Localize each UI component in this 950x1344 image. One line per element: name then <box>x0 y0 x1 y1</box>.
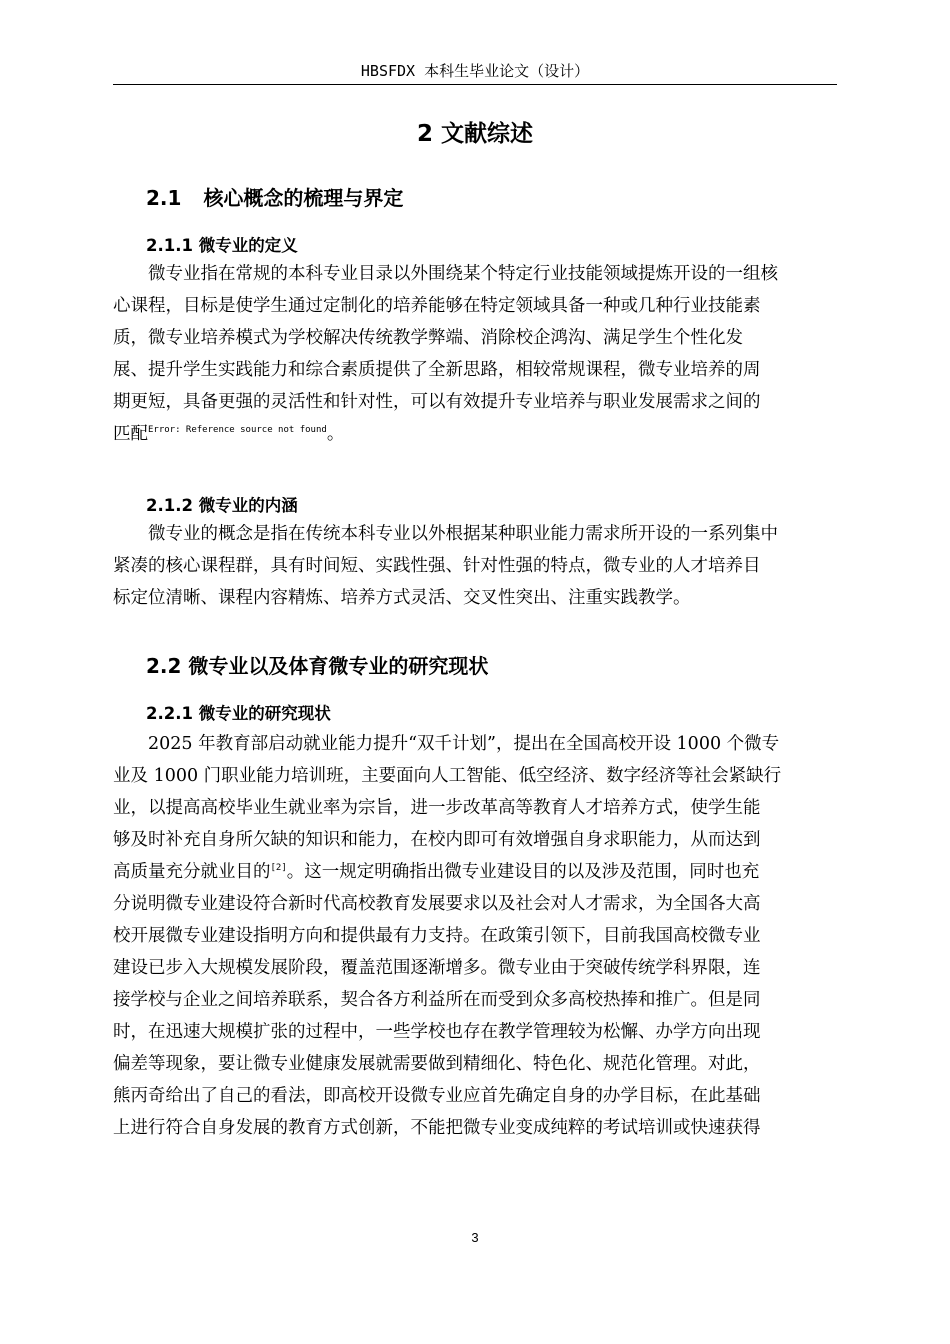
text-line: 上进行符合自身发展的教育方式创新，不能把微专业变成纯粹的考试培训或快速获得 <box>113 1118 761 1138</box>
text-line: 高质量充分就业目的[2]。这一规定明确指出微专业建设目的以及涉及范围，同时也充 <box>113 862 760 882</box>
text-line: 微专业的概念是指在传统本科专业以外根据某种职业能力需求所开设的一系列集中 <box>148 524 778 544</box>
text-line: 熊丙奇给出了自己的看法，即高校开设微专业应首先确定自身的办学目标，在此基础 <box>113 1086 761 1106</box>
text-line: 够及时补充自身所欠缺的知识和能力，在校内即可有效增强自身求职能力，从而达到 <box>113 830 761 850</box>
text-line: 紧凑的核心课程群，具有时间短、实践性强、针对性强的特点，微专业的人才培养目 <box>113 556 761 576</box>
paragraph-research-status <box>113 728 837 1144</box>
paragraph-connotation <box>113 518 837 614</box>
text-line: 偏差等现象，要让微专业健康发展就需要做到精细化、特色化、规范化管理。对此， <box>113 1054 761 1074</box>
citation-marker: [2] <box>270 863 287 874</box>
text-line: 展、提升学生实践能力和综合素质提供了全新思路，相较常规课程，微专业培养的周 <box>113 360 761 380</box>
section-number: 2.1 <box>146 186 182 210</box>
text-line: 分说明微专业建设符合新时代高校教育发展要求以及社会对人才需求，为全国各大高 <box>113 894 761 914</box>
text-line: 匹配$^{Error: Reference source not found}$。 <box>113 424 345 444</box>
chapter-title: 2 文献综述 <box>416 121 533 147</box>
paragraph-definition <box>113 258 837 450</box>
page-number: 3 <box>471 1230 479 1245</box>
text-line: 微专业指在常规的本科专业目录以外围绕某个特定行业技能领域提炼开设的一组核 <box>148 264 778 284</box>
section-heading-2-2: 2.2 微专业以及体育微专业的研究现状 <box>146 654 489 678</box>
header-rule <box>113 84 837 85</box>
running-header: HBSFDX 本科生毕业论文（设计） <box>360 62 590 80</box>
text-line: 质，微专业培养模式为学校解决传统教学弊端、消除校企鸿沟、满足学生个性化发 <box>113 328 743 348</box>
text-line: 建设已步入大规模发展阶段，覆盖范围逐渐增多。微专业由于突破传统学科界限，连 <box>113 958 761 978</box>
text-line: 2025 年教育部启动就业能力提升“双千计划”，提出在全国高校开设 1000 个微专 <box>148 734 780 754</box>
section-heading-2-1 <box>146 182 403 211</box>
citation-error: Error: Reference source not found <box>148 425 327 436</box>
subsection-heading-2-1-1: 2.1.1 微专业的定义 <box>146 236 298 255</box>
text-line: 业，以提高高校毕业生就业率为宗旨，进一步改革高等教育人才培养方式，使学生能 <box>113 798 761 818</box>
text-line: 心课程，目标是使学生通过定制化的培养能够在特定领域具备一种或几种行业技能素 <box>113 296 761 316</box>
text-line: 校开展微专业建设指明方向和提供最有力支持。在政策引领下，目前我国高校微专业 <box>113 926 761 946</box>
text-line: 标定位清晰、课程内容精炼、培养方式灵活、交叉性突出、注重实践教学。 <box>113 588 691 608</box>
subsection-heading-2-2-1: 2.2.1 微专业的研究现状 <box>146 704 331 723</box>
subsection-heading-2-1-2: 2.1.2 微专业的内涵 <box>146 496 298 515</box>
text-line: 接学校与企业之间培养联系，契合各方利益所在而受到众多高校热捧和推广。但是同 <box>113 990 761 1010</box>
text-line: 业及 1000 门职业能力培训班，主要面向人工智能、低空经济、数字经济等社会紧缺行 <box>113 766 782 786</box>
text-line: 期更短，具备更强的灵活性和针对性，可以有效提升专业培养与职业发展需求之间的 <box>113 392 761 412</box>
section-title: 核心概念的梳理与界定 <box>203 186 404 210</box>
text-line: 时，在迅速大规模扩张的过程中，一些学校也存在教学管理较为松懈、办学方向出现 <box>113 1022 761 1042</box>
